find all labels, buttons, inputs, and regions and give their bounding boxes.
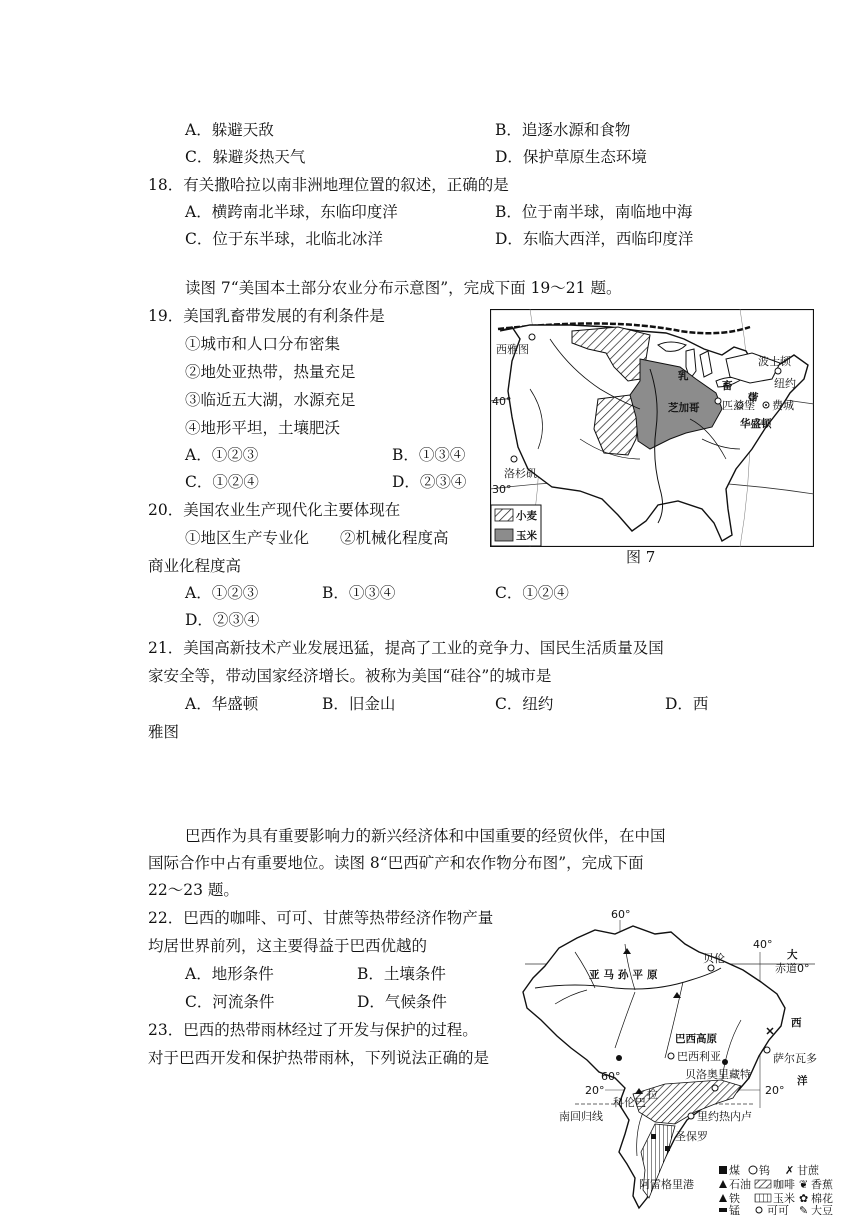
figure-8-legend bbox=[719, 1163, 833, 1215]
legend-manganese: 锰 bbox=[729, 1204, 740, 1215]
intro-22-23-line2: 国际合作中占有重要地位。读图 8“巴西矿产和农作物分布图”，完成下面 bbox=[148, 854, 644, 872]
label-amazon: 亚马孙平原 bbox=[589, 969, 662, 981]
legend-corn-label: 玉米 bbox=[516, 530, 537, 542]
label-belo: 贝洛奥里藏特 bbox=[685, 1068, 751, 1081]
label-da: 大 bbox=[787, 949, 798, 961]
label-dairy-ru: 乳 bbox=[678, 370, 689, 382]
figure-7-caption: 图 7 bbox=[626, 548, 656, 566]
label-newyork: 纽约 bbox=[774, 377, 796, 390]
q21-option-d: D．西 bbox=[665, 695, 709, 713]
label-chicago: 芝加哥 bbox=[668, 402, 700, 414]
label-alegre: 阿雷格里港 bbox=[639, 1178, 694, 1191]
q18-option-c: C．位于东半球，北临北冰洋 bbox=[185, 230, 383, 248]
q21-stem-1: 21．美国高新技术产业发展迅猛，提高了工业的竞争力、国民生活质量及国 bbox=[148, 639, 664, 657]
legend-wheat-swatch bbox=[495, 509, 513, 521]
q19-statement-2: ②地处亚热带，热量充足 bbox=[185, 363, 356, 381]
legend-banana: 香蕉 bbox=[811, 1178, 833, 1191]
label-lat20-left: 20° bbox=[585, 1084, 605, 1097]
q19-statement-4: ④地形平坦，土壤肥沃 bbox=[185, 419, 341, 437]
q19-option-c: C．①②④ bbox=[185, 473, 259, 491]
legend-corn-swatch bbox=[495, 529, 513, 541]
q19-option-b: B．①③④ bbox=[392, 446, 466, 464]
label-brasilia: 巴西利亚 bbox=[677, 1050, 721, 1063]
label-feicheng: 费城 bbox=[772, 399, 794, 412]
figure-8-brazil-map bbox=[515, 908, 845, 1215]
q23-stem-1: 23．巴西的热带雨林经过了开发与保护的过程。 bbox=[148, 1021, 478, 1039]
label-seattle: 西雅图 bbox=[496, 343, 529, 356]
q17-option-a: A．躲避天敌 bbox=[185, 121, 274, 139]
label-washington: 华盛顿 bbox=[740, 418, 772, 430]
label-belem: 贝伦 bbox=[703, 952, 725, 965]
label-saopaulo-1: 圣保罗 bbox=[675, 1130, 708, 1143]
label-lon40-top: 40° bbox=[753, 938, 773, 951]
q20-statements: ①地区生产专业化 ②机械化程度高 bbox=[185, 529, 449, 547]
legend-cotton: 棉花 bbox=[811, 1192, 833, 1205]
label-boston: 波士顿 bbox=[758, 355, 791, 368]
legend-wheat-label: 小麦 bbox=[516, 510, 537, 522]
label-lon60-top: 60° bbox=[611, 908, 631, 921]
q20-option-a: A．①②③ bbox=[185, 584, 259, 602]
legend-maize: 玉米 bbox=[773, 1192, 795, 1205]
legend-iron: 铁 bbox=[729, 1192, 740, 1205]
label-losangeles: 洛杉矶 bbox=[504, 467, 537, 480]
label-lat60: 60° bbox=[601, 1070, 621, 1083]
q21-option-b: B．旧金山 bbox=[322, 695, 396, 713]
legend-tungsten: 钨 bbox=[759, 1164, 770, 1177]
label-dairy-xu: 畜 bbox=[722, 380, 733, 392]
q19-statement-1: ①城市和人口分布密集 bbox=[185, 335, 341, 353]
intro-22-23-line3: 22～23 题。 bbox=[148, 881, 239, 899]
q23-stem-2: 对于巴西开发和保护热带雨林，下列说法正确的是 bbox=[148, 1049, 490, 1067]
q21-option-c: C．纽约 bbox=[495, 695, 554, 713]
legend-oil: 石油 bbox=[729, 1178, 751, 1191]
label-lat30: 30° bbox=[492, 483, 512, 496]
q17-option-c: C．躲避炎热天气 bbox=[185, 148, 306, 166]
figure-7-us-agriculture-map bbox=[490, 309, 814, 547]
label-lat40: 40° bbox=[492, 395, 512, 408]
label-pittsburgh: 匹兹堡 bbox=[722, 399, 755, 412]
label-tropic: 南回归线 bbox=[559, 1110, 603, 1123]
q21-option-d-cont: 雅图 bbox=[148, 723, 180, 741]
q18-option-b: B．位于南半球，南临地中海 bbox=[495, 203, 693, 221]
label-rio: 里约热内卢 bbox=[697, 1110, 752, 1123]
q19-option-a: A．①②③ bbox=[185, 446, 259, 464]
legend-sugarcane: 甘蔗 bbox=[797, 1164, 819, 1177]
legend-soy: 大豆 bbox=[811, 1204, 833, 1215]
legend-cotton-icon: ✿ bbox=[799, 1192, 809, 1205]
q17-option-d: D．保护草原生态环境 bbox=[495, 148, 647, 166]
q18-option-a: A．横跨南北半球，东临印度洋 bbox=[185, 203, 398, 221]
q22-option-b: B．土壤条件 bbox=[357, 965, 446, 983]
legend-coal: 煤 bbox=[729, 1164, 740, 1177]
q22-option-d: D．气候条件 bbox=[357, 993, 447, 1011]
q22-stem-2: 均居世界前列，这主要得益于巴西优越的 bbox=[148, 937, 428, 955]
label-salvador: 萨尔瓦多 bbox=[773, 1052, 817, 1065]
label-la: 拉 bbox=[647, 1088, 658, 1101]
q20-option-d: D．②③④ bbox=[185, 611, 260, 629]
q18-option-d: D．东临大西洋，西临印度洋 bbox=[495, 230, 694, 248]
q19-stem: 19．美国乳畜带发展的有利条件是 bbox=[148, 307, 385, 325]
label-lat20-right: 20° bbox=[765, 1084, 785, 1097]
label-dairy-dai: 带 bbox=[748, 392, 759, 404]
legend-soy-icon: ✎ bbox=[799, 1204, 809, 1215]
legend-cocoa: 可可 bbox=[767, 1204, 789, 1215]
q22-option-c: C．河流条件 bbox=[185, 993, 275, 1011]
legend-sugarcane-icon: ✗ bbox=[785, 1164, 795, 1177]
q20-option-b: B．①③④ bbox=[322, 584, 396, 602]
label-corumba: 科伦巴 bbox=[613, 1096, 646, 1109]
legend-coffee: 咖啡 bbox=[773, 1178, 795, 1191]
intro-22-23-line1: 巴西作为具有重要影响力的新兴经济体和中国重要的经贸伙伴，在中国 bbox=[185, 827, 666, 845]
q19-option-d: D．②③④ bbox=[392, 473, 467, 491]
q18-stem: 18．有关撒哈拉以南非洲地理位置的叙述，正确的是 bbox=[148, 176, 509, 194]
q20-stem: 20．美国农业生产现代化主要体现在 bbox=[148, 501, 401, 519]
label-equator: 赤道0° bbox=[775, 962, 810, 975]
q21-stem-2: 家安全等，带动国家经济增长。被称为美国“硅谷”的城市是 bbox=[148, 667, 552, 685]
q20-statement-3: 商业化程度高 bbox=[148, 557, 242, 575]
intro-19-21: 读图 7“美国本土部分农业分布示意图”，完成下面 19～21 题。 bbox=[185, 279, 622, 297]
q22-option-a: A．地形条件 bbox=[185, 965, 274, 983]
legend-banana-icon: ❦ bbox=[799, 1178, 809, 1191]
q19-statement-3: ③临近五大湖，水源充足 bbox=[185, 391, 356, 409]
label-yang: 洋 bbox=[797, 1075, 808, 1087]
q21-option-a: A．华盛顿 bbox=[185, 695, 259, 713]
label-plateau: 巴西高原 bbox=[675, 1033, 717, 1045]
label-xi: 西 bbox=[791, 1017, 802, 1029]
q20-option-c: C．①②④ bbox=[495, 584, 569, 602]
q17-option-b: B．追逐水源和食物 bbox=[495, 121, 631, 139]
q22-stem-1: 22．巴西的咖啡、可可、甘蔗等热带经济作物产量 bbox=[148, 909, 494, 927]
